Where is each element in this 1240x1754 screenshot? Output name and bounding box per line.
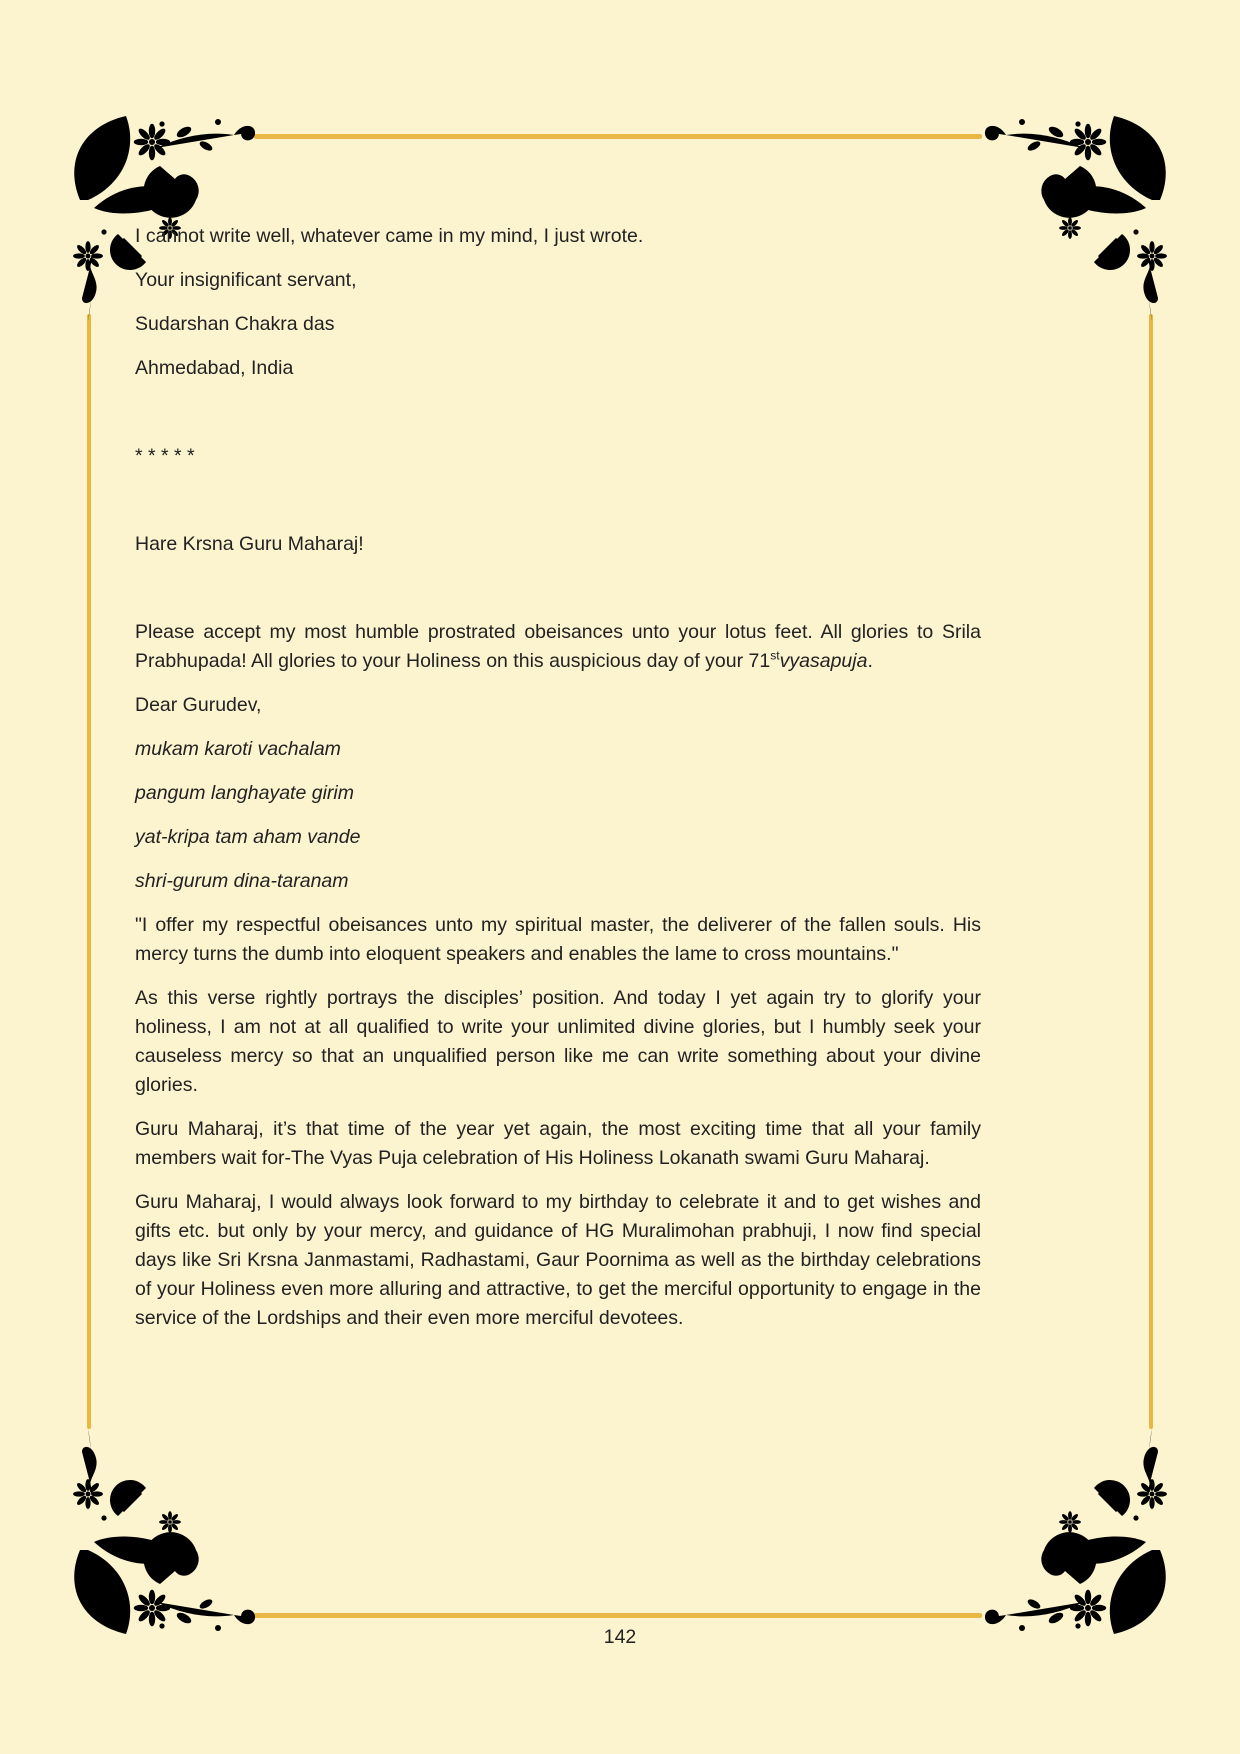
border-line-top [254,134,982,139]
letter-paragraph: "I offer my respectful obeisances unto my spiritual master, the deliverer of the fallen souls. His mercy turns the dumb into eloquent speakers and enables the lame to cross mountains." [135,914,981,965]
paragraph-spacer [135,574,981,603]
letter-paragraph: Dear Gurudev, [135,694,262,716]
border-line-left [87,314,91,1429]
corner-ornament-icon [982,1429,1182,1644]
paragraph-spacer [135,486,981,515]
letter-paragraph: Guru Maharaj, I would always look forward to my birthday to celebrate it and to get wishes and gifts etc. but only by your mercy, and guidance of HG Muralimohan prabhuji, I now find special days like Sri Krsna Janmastami, Radhastami, Gaur Poornima as well as the birthday celebrations of your Holiness even more alluring and attractive, to get the merciful opportunity to engage in the service of the Lordships and their even more merciful devotees. [135,1191,981,1329]
letter-paragraph: Your insignificant servant, [135,269,357,291]
italic-text: vyasapuja [779,650,868,672]
corner-ornament-icon [982,106,1182,321]
letter-paragraph: Guru Maharaj, it’s that time of the year yet again, the most exciting time that all your family members wait for-The Vyas Puja celebration of His Holiness Lokanath swami Guru Maharaj. [135,1118,981,1169]
letter-paragraph [135,618,981,676]
letter-paragraph: pangum langhayate girim [135,782,354,804]
text-segment: Please accept my most humble prostrated obeisances unto your lotus feet. All glories to Srila Prabhupada! All glories to your Holiness on this auspicious day of your 71 [135,621,981,672]
letter-body [135,222,981,1348]
border-line-bottom [254,1613,982,1618]
border-line-right [1149,314,1153,1429]
text-segment: . [867,650,873,672]
letter-paragraph: Sudarshan Chakra das [135,313,335,335]
letter-paragraph: shri-gurum dina-taranam [135,870,349,892]
letter-paragraph: * * * * * [135,445,195,467]
corner-ornament-icon [58,1429,258,1644]
letter-paragraph: I cannot write well, whatever came in my mind, I just wrote. [135,225,644,247]
letter-paragraph: yat-kripa tam aham vande [135,826,361,848]
paragraph-spacer [135,398,981,427]
letter-paragraph: As this verse rightly portrays the disciples’ position. And today I yet again try to glorify your holiness, I am not at all qualified to write your unlimited divine glories, but I humbly seek your causeless mercy so that an unqualified person like me can write something about your divine glories. [135,987,981,1096]
superscript-text: st [770,648,780,663]
letter-paragraph: Ahmedabad, India [135,357,294,379]
letter-paragraph: mukam karoti vachalam [135,738,341,760]
letter-paragraph: Hare Krsna Guru Maharaj! [135,533,364,555]
page-number: 142 [603,1626,637,1648]
